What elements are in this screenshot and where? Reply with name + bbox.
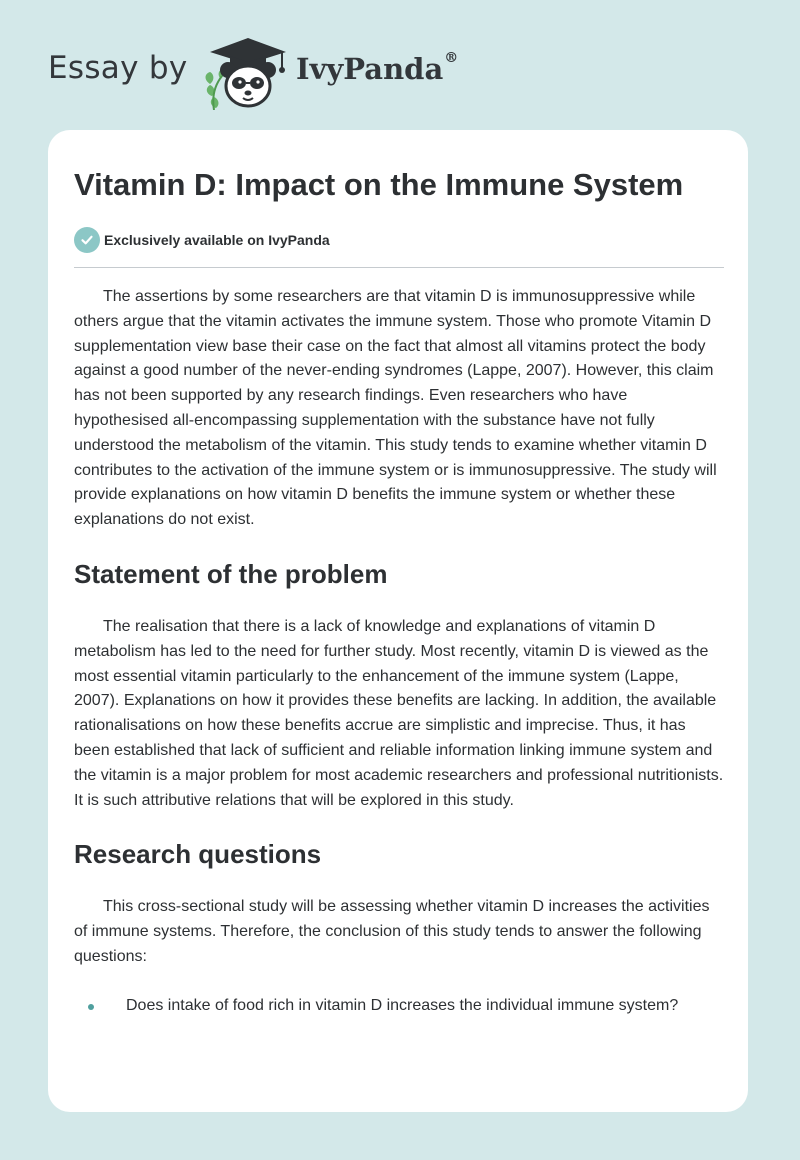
essay-content bbox=[74, 130, 724, 1019]
checkmark-icon bbox=[74, 227, 100, 253]
essay-card bbox=[48, 130, 748, 1112]
section-heading-research-questions: Research questions bbox=[74, 839, 322, 870]
bullet-icon bbox=[88, 1004, 94, 1010]
problem-paragraph: The realisation that there is a lack of knowledge and explanations of vitamin D metabolism has led to the need for further study. Most recently, vitamin D is viewed as the most essential vitamin particularly to the enhancement of the immune system (Lappe, 2007). Explanations on how it provides these benefits are lacking. In addition, the available rationalisations on how these benefits accrue are simplistic and imprecise. Thus, it has been established that lack of sufficient and reliable information linking immune system and the vitamin is a major problem for most academic researchers and professional nutritionists. It is such attributive relations that will be explored in this study. bbox=[74, 617, 724, 809]
ivypanda-logo-icon bbox=[202, 34, 294, 110]
divider bbox=[74, 267, 724, 268]
research-questions-paragraph: This cross-sectional study will be assessing whether vitamin D increases the activities of immune systems. Therefore, the conclusion of this study tends to answer the following questions: bbox=[74, 898, 710, 965]
essay-title: Vitamin D: Impact on the Immune System bbox=[74, 167, 684, 202]
brand-name-text: IvyPanda bbox=[296, 52, 444, 86]
intro-paragraph: The assertions by some researchers are that vitamin D is immunosuppressive while others argue that the vitamin activates the immune system. Those who promote Vitamin D supplementation view base their case on the fact that almost all vitamins protect the body against a good number of the never-ending syndromes (Lappe, 2007). However, this claim has not been supported by any research findings. Even researchers who have hypothesised all-encompassing supplementation with the substance have not fully understood the metabolism of the vitamin. This study tends to examine whether vitamin D contributes to the activation of the immune system or is immunosuppressive. The study will provide explanations on how vitamin D benefits the immune system or whether these explanations do not exist. bbox=[74, 288, 717, 529]
list-item bbox=[74, 994, 724, 1019]
research-questions-list bbox=[74, 994, 724, 1019]
brand-prefix: Essay by bbox=[48, 50, 188, 86]
brand-header bbox=[48, 34, 508, 114]
exclusive-badge bbox=[74, 226, 724, 254]
brand-name bbox=[296, 52, 458, 86]
registered-mark: ® bbox=[444, 50, 459, 66]
exclusive-label: Exclusively available on IvyPanda bbox=[104, 232, 330, 248]
section-heading-problem: Statement of the problem bbox=[74, 558, 388, 589]
list-item-text: Does intake of food rich in vitamin D increases the individual immune system? bbox=[126, 996, 679, 1014]
